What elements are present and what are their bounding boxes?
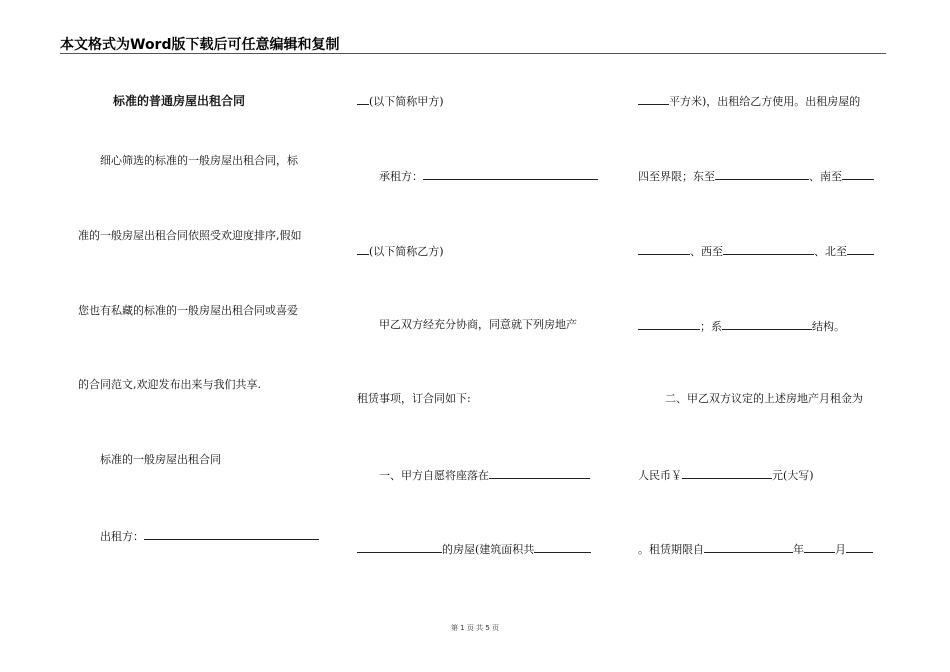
clause-2-line: 二、甲乙双方议定的上述房地产月租金为 — [665, 392, 863, 405]
rmb-label: 人民币￥ — [638, 469, 682, 482]
contract-subtitle: 标准的一般房屋出租合同 — [100, 453, 221, 466]
lessee-label: 承租方： — [379, 170, 423, 183]
north-label: 、北至 — [814, 245, 847, 258]
agreement-line-2: 租赁事项，订合同如下: — [357, 392, 471, 405]
agreement-line-1: 甲乙双方经充分协商，同意就下列房地产 — [379, 318, 577, 331]
boundary-line-1 — [638, 168, 874, 184]
clause-1-line — [379, 467, 590, 483]
page-number: 第 1 页 共 5 页 — [450, 624, 500, 632]
location-blank[interactable] — [489, 467, 590, 479]
north-blank[interactable] — [847, 243, 874, 255]
rent-line — [638, 467, 814, 483]
west-label: 、西至 — [690, 245, 723, 258]
structure-label: 结构。 — [812, 320, 845, 333]
boundary-label: 四至界限；东至 — [638, 170, 715, 183]
term-month-blank[interactable] — [804, 541, 835, 553]
page-header: 本文格式为Word版下载后可任意编辑和复制 — [60, 37, 340, 53]
lessor-label: 出租方： — [100, 530, 144, 543]
south-blank[interactable] — [842, 168, 874, 180]
south-blank-cont[interactable] — [638, 243, 690, 255]
house-blank[interactable] — [357, 541, 442, 553]
west-blank[interactable] — [723, 243, 814, 255]
party-b-line — [357, 243, 444, 259]
party-b-text: (以下简称乙方) — [369, 245, 444, 258]
lessee-line — [379, 168, 598, 184]
party-a-line — [357, 93, 444, 109]
sqm-blank[interactable] — [638, 93, 669, 105]
north-blank-cont[interactable] — [638, 318, 700, 330]
intro-line-3: 您也有私藏的标准的一般房屋出租合同或喜爱 — [78, 304, 298, 317]
intro-line-2: 准的一般房屋出租合同依照受欢迎度排序,假如 — [78, 229, 302, 242]
term-year-blank[interactable] — [704, 541, 793, 553]
term-day-blank[interactable] — [846, 541, 873, 553]
party-a-text: (以下简称甲方) — [369, 95, 444, 108]
party-b-blank[interactable] — [357, 243, 369, 255]
rent-amount-blank[interactable] — [682, 467, 772, 479]
lessor-blank[interactable] — [144, 528, 319, 540]
clause-1-text: 一、甲方自愿将座落在 — [379, 469, 489, 482]
house-area-line — [357, 541, 591, 557]
structure-line — [638, 318, 845, 334]
yuan-label: 元(大写) — [772, 469, 814, 482]
month-label: 月 — [835, 543, 846, 556]
lessor-line — [100, 528, 319, 544]
structure-blank[interactable] — [722, 318, 812, 330]
party-a-blank[interactable] — [357, 93, 369, 105]
area-line — [638, 93, 860, 109]
boundary-line-2 — [638, 243, 874, 259]
intro-line-4: 的合同范文,欢迎发布出来与我们共享. — [78, 378, 261, 391]
header-divider — [60, 53, 886, 54]
house-text: 的房屋(建筑面积共 — [442, 543, 535, 556]
lessee-blank[interactable] — [423, 168, 598, 180]
east-blank[interactable] — [715, 168, 809, 180]
area-blank[interactable] — [534, 541, 591, 553]
area-text: 平方米)，出租给乙方使用。出租房屋的 — [669, 95, 861, 108]
term-label: 。租赁期限自 — [638, 543, 704, 556]
year-label: 年 — [793, 543, 804, 556]
system-label: ；系 — [700, 320, 722, 333]
intro-line-1: 细心筛选的标准的一般房屋出租合同，标 — [100, 154, 298, 167]
south-label: 、南至 — [809, 170, 842, 183]
document-title: 标准的普通房屋出租合同 — [113, 94, 246, 108]
term-line — [638, 541, 873, 557]
